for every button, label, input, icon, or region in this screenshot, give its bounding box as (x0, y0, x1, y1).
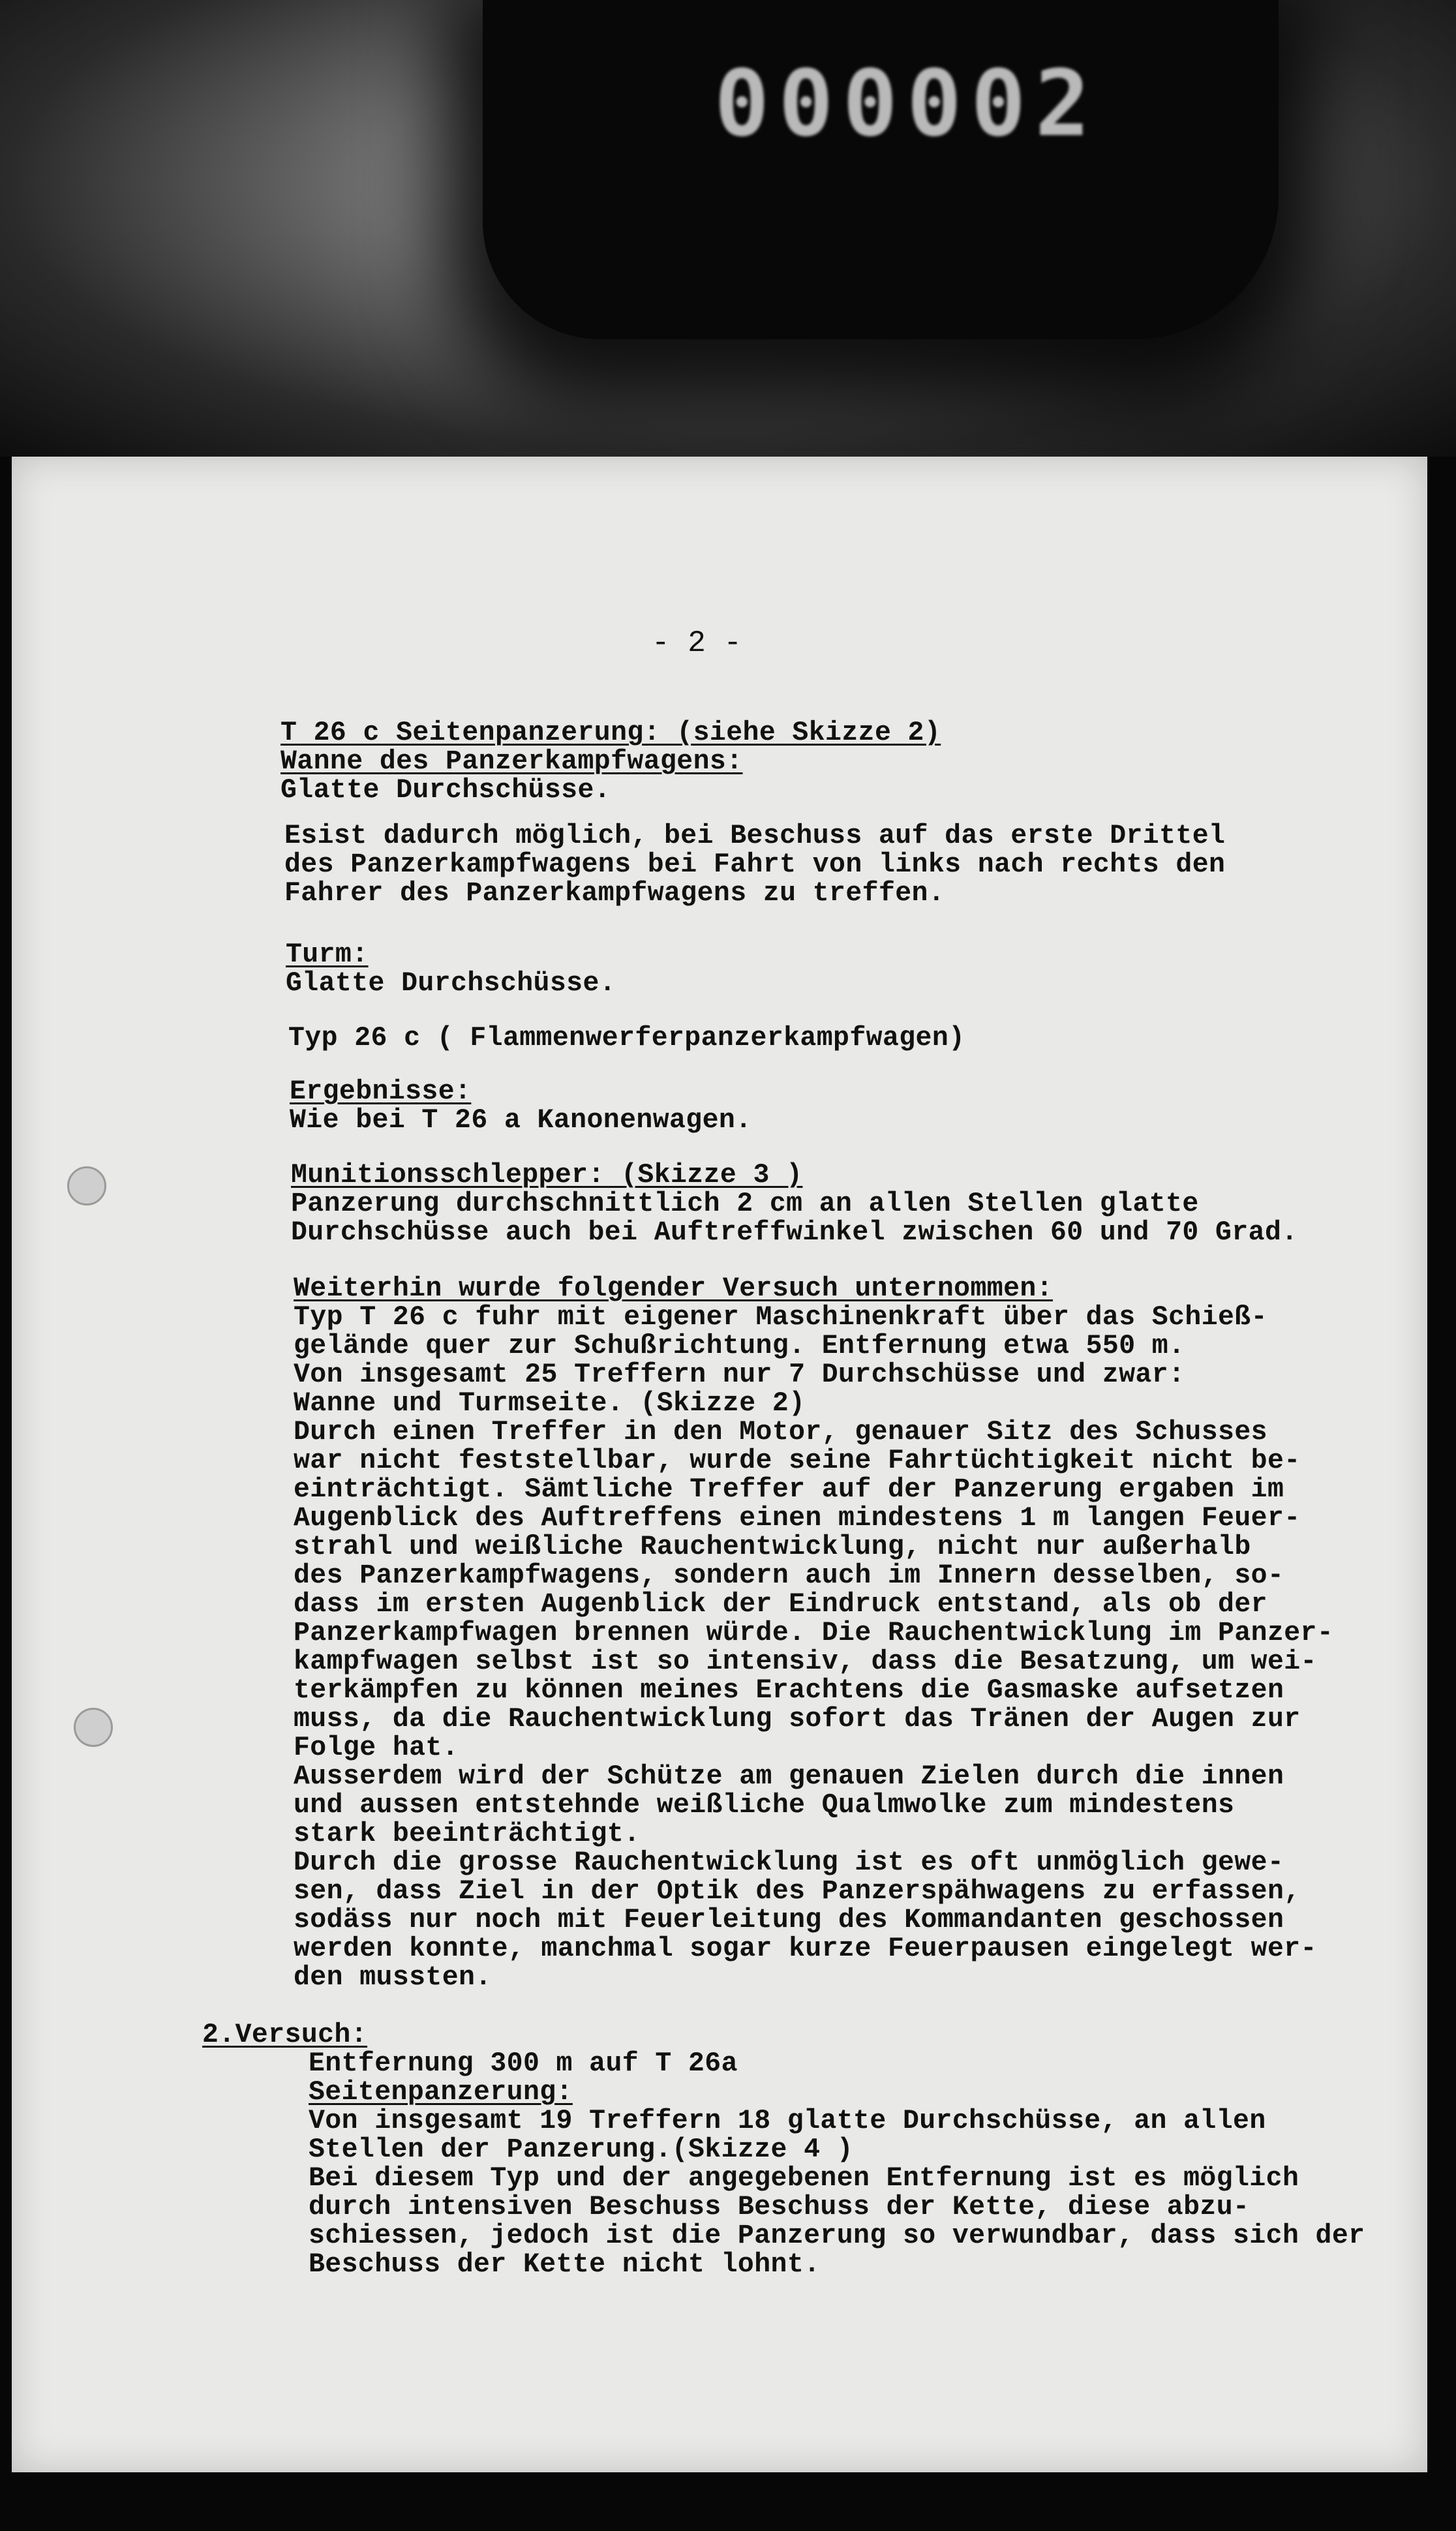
text-line: gelände quer zur Schußrichtung. Entfernung etwa 550 m. (294, 1331, 1185, 1361)
text-line: Fahrer des Panzerkampfwagens zu treffen. (284, 878, 945, 909)
archive-stamp-number: 000002 (714, 51, 1099, 157)
text-line: Wanne und Turmseite. (Skizze 2) (294, 1388, 806, 1419)
text-line: kampfwagen selbst ist so intensiv, dass die Besatzung, um wei- (294, 1646, 1317, 1677)
text-line: des Panzerkampfwagens, sondern auch im Innern desselben, so- (294, 1560, 1284, 1591)
text-line: Ausserdem wird der Schütze am genauen Zielen durch die innen (294, 1761, 1284, 1792)
text-line: schiessen, jedoch ist die Panzerung so verwundbar, dass sich der (309, 2220, 1365, 2251)
text-line: Entfernung 300 m auf T 26a (309, 2048, 738, 2079)
text-line: Typ T 26 c fuhr mit eigener Maschinenkraft über das Schieß- (294, 1302, 1267, 1333)
document-page (12, 457, 1427, 2472)
text-line: stark beeinträchtigt. (294, 1819, 641, 1849)
text-line: Von insgesamt 19 Treffern 18 glatte Durchschüsse, an allen (309, 2106, 1266, 2136)
text-line: Glatte Durchschüsse. (286, 968, 616, 999)
text-line: muss, da die Rauchentwicklung sofort das Tränen der Augen zur (294, 1704, 1301, 1735)
text-line: strahl und weißliche Rauchentwicklung, nicht nur außerhalb (294, 1532, 1251, 1562)
text-line: Panzerung durchschnittlich 2 cm an allen Stellen glatte (291, 1189, 1199, 1219)
text-line: Durch einen Treffer in den Motor, genauer Sitz des Schusses (294, 1417, 1267, 1447)
text-line: werden konnte, manchmal sogar kurze Feuerpausen eingelegt wer- (294, 1933, 1317, 1964)
text-line: den mussten. (294, 1962, 492, 1993)
text-line: durch intensiven Beschuss Beschuss der Kette, diese abzu- (309, 2192, 1250, 2222)
text-line: Bei diesem Typ und der angegebenen Entfernung ist es möglich (309, 2163, 1299, 2194)
text-line: Beschuss der Kette nicht lohnt. (309, 2249, 821, 2280)
heading-seitenpanzerung: Seitenpanzerung: (309, 2077, 573, 2108)
heading-wanne: Wanne des Panzerkampfwagens: (281, 746, 743, 777)
heading-t26c-seitenpanzerung: T 26 c Seitenpanzerung: (siehe Skizze 2) (281, 718, 941, 748)
text-line: Wie bei T 26 a Kanonenwagen. (290, 1105, 752, 1136)
text-line: Typ 26 c ( Flammenwerferpanzerkampfwagen) (288, 1023, 965, 1053)
heading-ergebnisse: Ergebnisse: (290, 1076, 472, 1107)
text-line: terkämpfen zu können meines Erachtens die Gasmaske aufsetzen (294, 1675, 1284, 1706)
text-line: Von insgesamt 25 Treffern nur 7 Durchschüsse und zwar: (294, 1359, 1185, 1390)
punch-hole-bottom (74, 1708, 113, 1747)
text-line: Panzerkampfwagen brennen würde. Die Rauchentwicklung im Panzer- (294, 1618, 1334, 1648)
text-line: sodäss nur noch mit Feuerleitung des Kommandanten geschossen (294, 1905, 1284, 1935)
heading-turm: Turm: (286, 939, 369, 970)
text-line: Stellen der Panzerung.(Skizze 4 ) (309, 2134, 854, 2165)
heading-munitionsschlepper: Munitionsschlepper: (Skizze 3 ) (291, 1160, 803, 1190)
text-line: Augenblick des Auftreffens einen mindestens 1 m langen Feuer- (294, 1503, 1301, 1534)
text-line: Folge hat. (294, 1733, 459, 1763)
text-line: Glatte Durchschüsse. (281, 775, 611, 806)
heading-weiterhin: Weiterhin wurde folgender Versuch unternommen: (294, 1273, 1053, 1304)
text-line: und aussen entstehnde weißliche Qualmwolke zum mindestens (294, 1790, 1235, 1821)
text-line: des Panzerkampfwagens bei Fahrt von links nach rechts den (284, 849, 1226, 880)
heading-2-versuch: 2.Versuch: (202, 2020, 368, 2050)
text-line: dass im ersten Augenblick der Eindruck entstand, als ob der (294, 1589, 1267, 1620)
text-line: sen, dass Ziel in der Optik des Panzerspähwagens zu erfassen, (294, 1876, 1301, 1907)
text-line: Durchschüsse auch bei Auftreffwinkel zwischen 60 und 70 Grad. (291, 1217, 1298, 1248)
text-line: einträchtigt. Sämtliche Treffer auf der Panzerung ergaben im (294, 1474, 1284, 1505)
text-line: war nicht feststellbar, wurde seine Fahrtüchtigkeit nicht be- (294, 1446, 1301, 1476)
text-line: Esist dadurch möglich, bei Beschuss auf das erste Drittel (284, 821, 1226, 851)
page-number: - 2 - (651, 626, 742, 660)
punch-hole-top (67, 1166, 106, 1205)
text-line: Durch die grosse Rauchentwicklung ist es oft unmöglich gewe- (294, 1847, 1284, 1878)
